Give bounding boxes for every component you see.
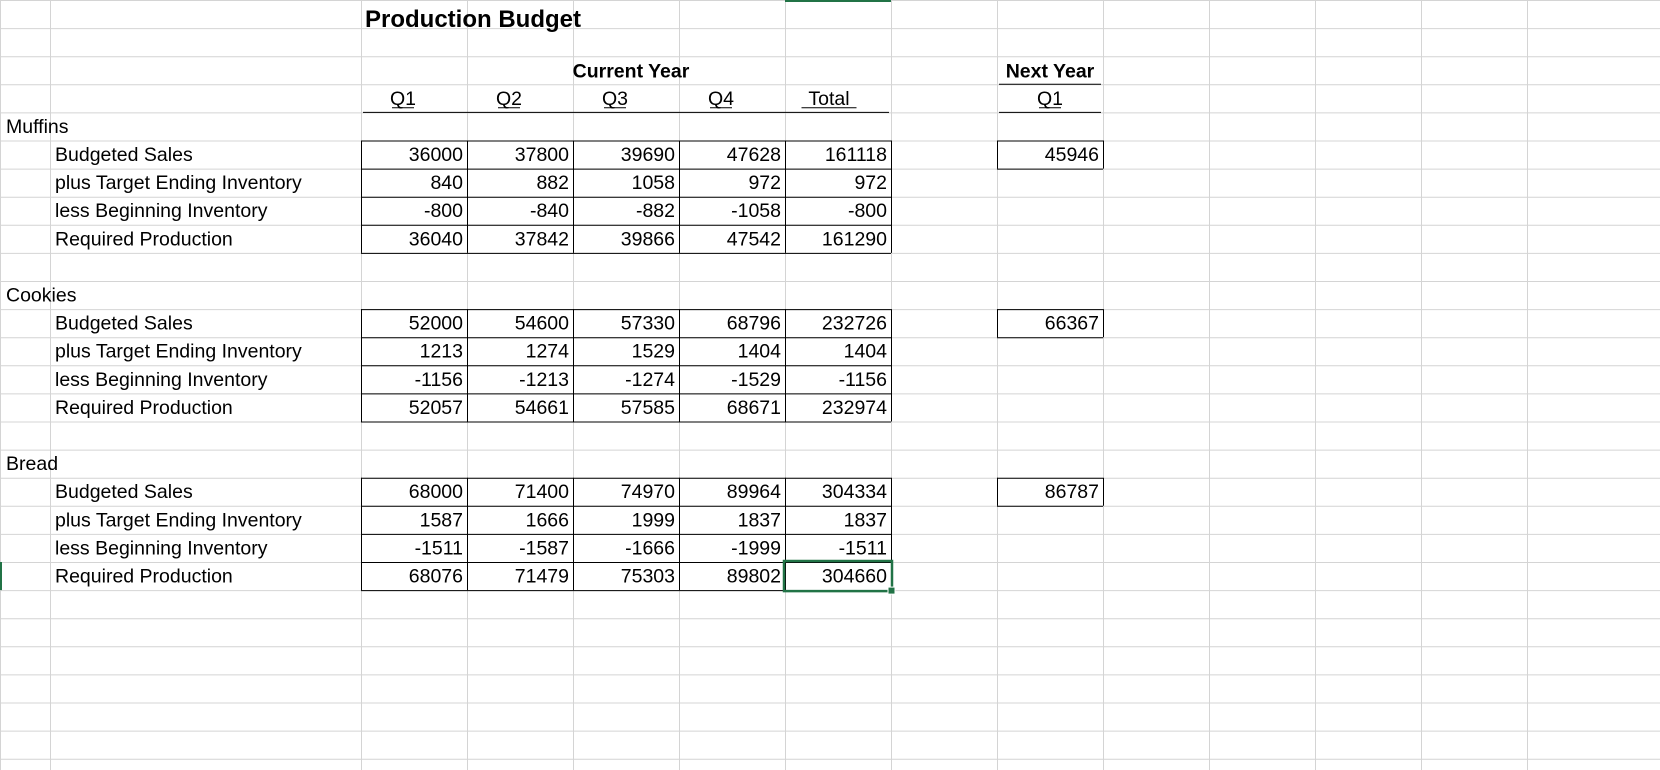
cell-value[interactable]: 68000 bbox=[408, 481, 463, 504]
cell-value[interactable]: -1999 bbox=[731, 537, 781, 560]
row-label[interactable]: Required Production bbox=[55, 565, 233, 588]
cell-value[interactable]: -1587 bbox=[519, 537, 569, 560]
sheet-title[interactable]: Production Budget bbox=[365, 6, 581, 33]
quarter-header-q3[interactable]: Q3 bbox=[601, 87, 629, 110]
cell-value[interactable]: -800 bbox=[423, 200, 463, 223]
cell-value[interactable]: 89802 bbox=[726, 565, 781, 588]
row-label[interactable]: Budgeted Sales bbox=[55, 312, 193, 335]
cell-value[interactable]: 57585 bbox=[620, 396, 675, 419]
cell-value[interactable]: 47542 bbox=[726, 228, 781, 251]
current-year-header[interactable]: Current Year bbox=[572, 60, 690, 83]
quarter-header-total[interactable]: Total bbox=[808, 87, 850, 110]
cell-value[interactable]: 71479 bbox=[514, 565, 569, 588]
cell-value[interactable]: 1404 bbox=[843, 340, 887, 363]
row-label[interactable]: less Beginning Inventory bbox=[55, 537, 268, 560]
next-year-sales-value[interactable]: 86787 bbox=[1044, 481, 1099, 504]
cell-value[interactable]: 232974 bbox=[821, 396, 887, 419]
next-year-sales-value[interactable]: 45946 bbox=[1044, 144, 1099, 166]
row-label[interactable]: Required Production bbox=[55, 228, 233, 251]
cell-value[interactable]: 57330 bbox=[620, 312, 675, 335]
section-label-bread[interactable]: Bread bbox=[6, 453, 59, 476]
cell-value[interactable]: 47628 bbox=[726, 144, 781, 166]
cell-value[interactable]: 68671 bbox=[726, 396, 781, 419]
row-label[interactable]: less Beginning Inventory bbox=[55, 368, 268, 391]
cell-value[interactable]: 52000 bbox=[408, 312, 463, 335]
row-label[interactable]: less Beginning Inventory bbox=[55, 200, 268, 223]
cell-value[interactable]: 68076 bbox=[408, 565, 463, 588]
cell-value[interactable]: 75303 bbox=[620, 565, 675, 588]
cell-value[interactable]: 304660 bbox=[821, 565, 887, 588]
cell-value[interactable]: -1156 bbox=[838, 368, 887, 391]
cell-value[interactable]: -1511 bbox=[838, 537, 887, 560]
cell-value[interactable]: -882 bbox=[635, 200, 675, 223]
cell-value[interactable]: -1213 bbox=[519, 368, 569, 391]
cell-value[interactable]: 161290 bbox=[821, 228, 887, 251]
quarter-header-q1[interactable]: Q1 bbox=[389, 87, 417, 110]
cell-value[interactable]: -1058 bbox=[731, 200, 781, 223]
cell-value[interactable]: 36040 bbox=[408, 228, 463, 251]
section-label-muffins[interactable]: Muffins bbox=[6, 115, 69, 138]
cell-value[interactable]: 89964 bbox=[726, 481, 781, 504]
cell-value[interactable]: 37842 bbox=[514, 228, 569, 251]
quarter-header-q4[interactable]: Q4 bbox=[707, 87, 735, 110]
cell-value[interactable]: 37800 bbox=[514, 144, 569, 166]
section-label-cookies[interactable]: Cookies bbox=[6, 284, 77, 307]
cell-value[interactable]: 68796 bbox=[726, 312, 781, 335]
cell-value[interactable]: 1404 bbox=[737, 340, 781, 363]
cell-value[interactable]: 882 bbox=[536, 172, 569, 195]
cell-value[interactable]: -840 bbox=[529, 200, 569, 223]
cell-value[interactable]: 1058 bbox=[631, 172, 675, 195]
cell-value[interactable]: -1156 bbox=[414, 368, 463, 391]
cell-values bbox=[6, 6, 1099, 588]
cell-value[interactable]: 39866 bbox=[620, 228, 675, 251]
cell-value[interactable]: -1511 bbox=[414, 537, 463, 560]
cell-value[interactable]: 1529 bbox=[631, 340, 675, 363]
selection-layer bbox=[1, 1, 895, 594]
row-label[interactable]: plus Target Ending Inventory bbox=[55, 172, 302, 195]
cell-value[interactable]: 1666 bbox=[525, 509, 569, 532]
cell-value[interactable]: -800 bbox=[847, 200, 887, 223]
quarter-header-q2[interactable]: Q2 bbox=[495, 87, 523, 110]
cell-value[interactable]: 840 bbox=[430, 172, 463, 195]
next-year-sales-value[interactable]: 66367 bbox=[1044, 312, 1099, 335]
cell-value[interactable]: 52057 bbox=[408, 396, 463, 419]
cell-value[interactable]: 1587 bbox=[419, 509, 463, 532]
cell-value[interactable]: 972 bbox=[748, 172, 781, 195]
cell-value[interactable]: 36000 bbox=[408, 144, 463, 166]
row-label[interactable]: Budgeted Sales bbox=[55, 144, 193, 166]
cell-value[interactable]: 1999 bbox=[631, 509, 675, 532]
cell-value[interactable]: 74970 bbox=[620, 481, 675, 504]
cell-value[interactable]: -1666 bbox=[625, 537, 675, 560]
cell-value[interactable]: 54600 bbox=[514, 312, 569, 335]
cell-value[interactable]: 71400 bbox=[514, 481, 569, 504]
fill-handle[interactable] bbox=[888, 587, 895, 594]
row-label[interactable]: Required Production bbox=[55, 396, 233, 419]
cell-value[interactable]: 1837 bbox=[843, 509, 887, 532]
cell-value[interactable]: 972 bbox=[854, 172, 887, 195]
row-label[interactable]: plus Target Ending Inventory bbox=[55, 509, 302, 532]
cell-value[interactable]: 161118 bbox=[824, 144, 887, 166]
next-year-header[interactable]: Next Year bbox=[1005, 60, 1095, 83]
cell-value[interactable]: -1274 bbox=[625, 368, 675, 391]
row-label[interactable]: plus Target Ending Inventory bbox=[55, 340, 302, 363]
next-year-quarter-header[interactable]: Q1 bbox=[1036, 87, 1064, 110]
row-label[interactable]: Budgeted Sales bbox=[55, 481, 193, 504]
cell-value[interactable]: 54661 bbox=[514, 396, 569, 419]
cell-value[interactable]: 1837 bbox=[737, 509, 781, 532]
cell-value[interactable]: -1529 bbox=[731, 368, 781, 391]
cell-value[interactable]: 304334 bbox=[821, 481, 887, 504]
cell-value[interactable]: 39690 bbox=[620, 144, 675, 166]
cell-value[interactable]: 1274 bbox=[525, 340, 569, 363]
cell-value[interactable]: 232726 bbox=[821, 312, 887, 335]
cell-value[interactable]: 1213 bbox=[419, 340, 463, 363]
